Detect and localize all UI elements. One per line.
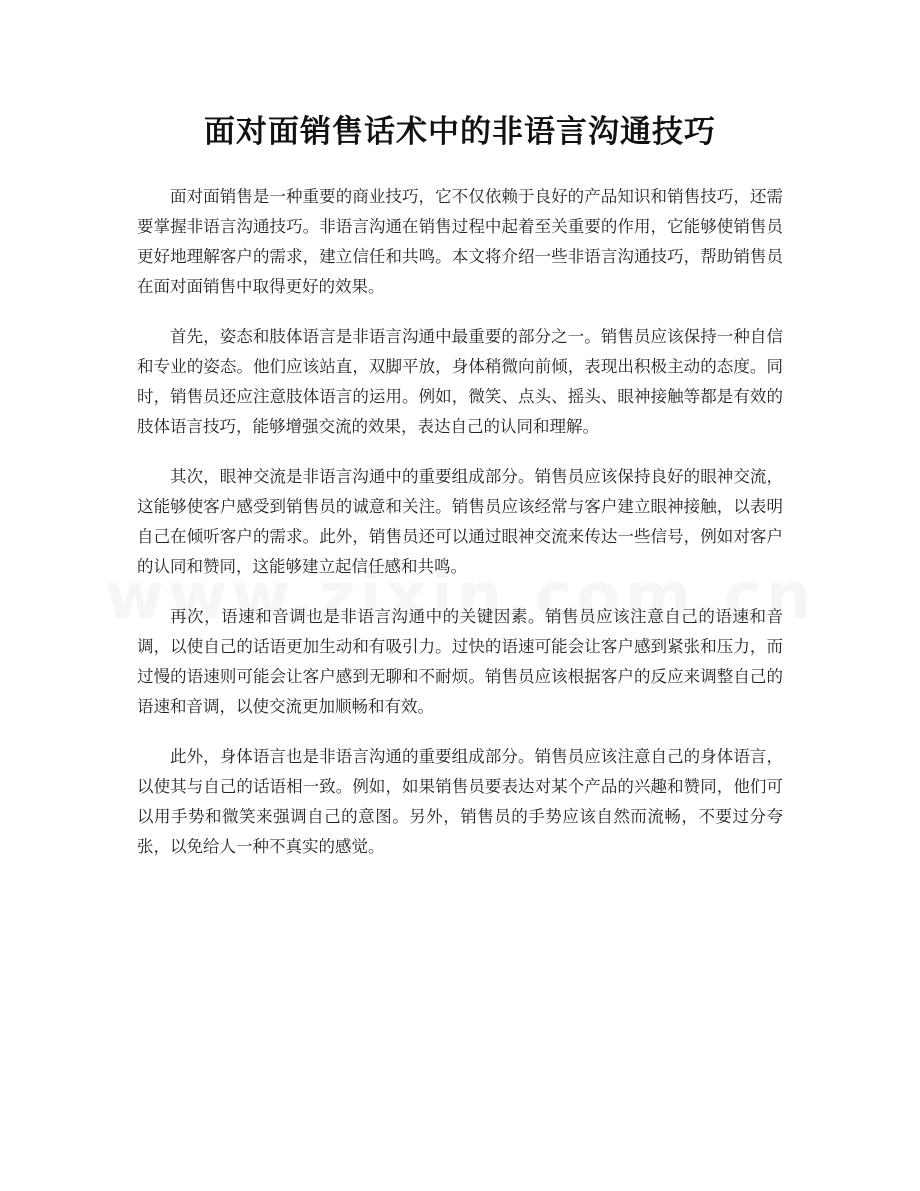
paragraph-posture: 首先，姿态和肢体语言是非语言沟通中最重要的部分之一。销售员应该保持一种自信和专业的姿态。他们应该站直，双脚平放，身体稍微向前倾，表现出积极主动的态度。同时，销售员还应注意肢体语言的运用。例如，微笑、点头、摇头、眼神接触等都是有效的肢体语言技巧，能够增强交流的效果，表达自己的认同和理解。 — [137, 327, 783, 436]
paragraph-speech-tone: 再次，语速和音调也是非语言沟通中的关键因素。销售员应该注意自己的语速和音调，以使自己的话语更加生动和有吸引力。过快的语速可能会让客户感到紧张和压力，而过慢的语速则可能会让客户感到无聊和不耐烦。销售员应该根据客户的反应来调整自己的语速和音调，以使交流更加顺畅和有效。 — [137, 607, 783, 716]
paragraph-intro: 面对面销售是一种重要的商业技巧，它不仅依赖于良好的产品知识和销售技巧，还需要掌握非语言沟通技巧。非语言沟通在销售过程中起着至关重要的作用，它能够使销售员更好地理解客户的需求，建立信任和共鸣。本文将介绍一些非语言沟通技巧，帮助销售员在面对面销售中取得更好的效果。 — [137, 187, 783, 296]
paragraph-body-language: 此外，身体语言也是非语言沟通的重要组成部分。销售员应该注意自己的身体语言，以使其与自己的话语相一致。例如，如果销售员要表达对某个产品的兴趣和赞同，他们可以用手势和微笑来强调自己的意图。另外，销售员的手势应该自然而流畅，不要过分夸张，以免给人一种不真实的感觉。 — [137, 747, 783, 856]
page-title: 面对面销售话术中的非语言沟通技巧 — [204, 114, 716, 150]
paragraph-eye-contact: 其次，眼神交流是非语言沟通中的重要组成部分。销售员应该保持良好的眼神交流，这能够使客户感受到销售员的诚意和关注。销售员应该经常与客户建立眼神接触，以表明自己在倾听客户的需求。此外，销售员还可以通过眼神交流来传达一些信号，例如对客户的认同和赞同，这能够建立起信任感和共鸣。 — [137, 467, 783, 576]
document-body — [137, 182, 783, 882]
